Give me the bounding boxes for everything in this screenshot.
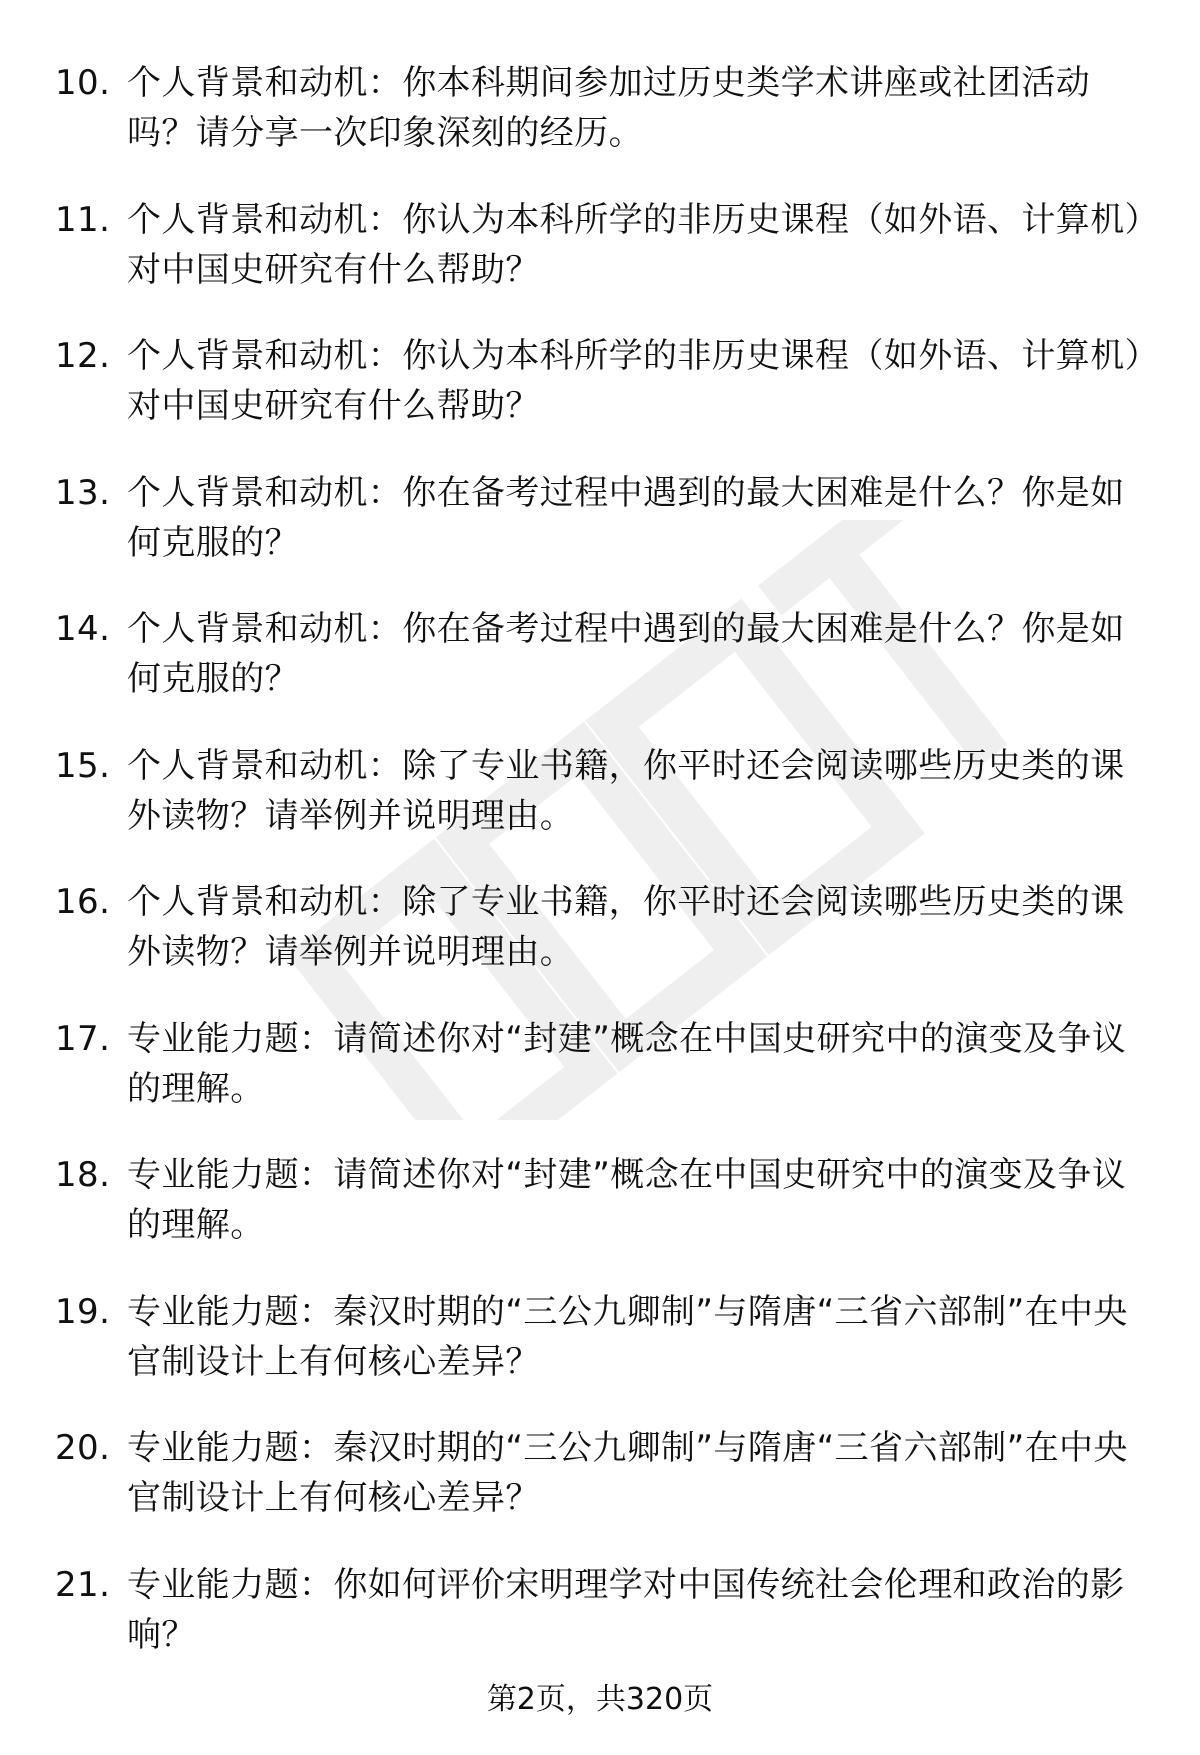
question-item — [55, 1014, 1145, 1114]
question-item — [55, 1560, 1145, 1660]
question-text: 个人背景和动机：你本科期间参加过历史类学术讲座或社团活动吗？请分享一次印象深刻的经历。 — [127, 63, 1091, 153]
question-number: 12. — [55, 336, 111, 376]
question-text: 个人背景和动机：你认为本科所学的非历史课程（如外语、计算机）对中国史研究有什么帮助？ — [127, 336, 1142, 426]
question-number: 17. — [55, 1018, 111, 1059]
question-number: 10. — [55, 63, 111, 103]
question-item — [55, 195, 1145, 295]
question-text: 专业能力题：你如何评价宋明理学对中国传统社会伦理和政治的影响？ — [127, 1564, 1125, 1655]
question-item — [55, 468, 1145, 568]
question-item — [55, 604, 1145, 704]
question-text: 专业能力题：请简述你对“封建”概念在中国史研究中的演变及争议的理解。 — [127, 1018, 1127, 1109]
question-item — [55, 331, 1145, 431]
question-text: 专业能力题：秦汉时期的“三公九卿制”与隋唐“三省六部制”在中央官制设计上有何核心差异？ — [127, 1291, 1128, 1382]
question-item — [55, 877, 1145, 977]
question-text: 专业能力题：秦汉时期的“三公九卿制”与隋唐“三省六部制”在中央官制设计上有何核心差异？ — [127, 1428, 1128, 1518]
question-number: 16. — [55, 882, 111, 922]
question-text: 个人背景和动机：你认为本科所学的非历史课程（如外语、计算机）对中国史研究有什么帮助？ — [127, 199, 1142, 290]
question-number: 11. — [55, 199, 111, 240]
question-number: 20. — [55, 1428, 111, 1468]
question-list — [55, 58, 1145, 1696]
question-text: 个人背景和动机：除了专业书籍，你平时还会阅读哪些历史类的课外读物？请举例并说明理由。 — [127, 882, 1125, 972]
question-text: 个人背景和动机：你在备考过程中遇到的最大困难是什么？你是如何克服的？ — [127, 609, 1125, 699]
question-number: 19. — [55, 1291, 111, 1332]
question-item — [55, 58, 1145, 158]
question-text: 专业能力题：请简述你对“封建”概念在中国史研究中的演变及争议的理解。 — [127, 1155, 1127, 1245]
question-number: 18. — [55, 1155, 111, 1195]
page-number-label: 第2页，共320页 — [486, 1682, 714, 1717]
page-footer — [0, 1680, 1200, 1720]
question-number: 15. — [55, 745, 111, 786]
question-number: 21. — [55, 1564, 111, 1605]
question-item — [55, 1423, 1145, 1523]
question-item — [55, 1150, 1145, 1250]
question-item — [55, 1287, 1145, 1387]
question-item — [55, 741, 1145, 841]
question-text: 个人背景和动机：除了专业书籍，你平时还会阅读哪些历史类的课外读物？请举例并说明理由。 — [127, 745, 1125, 836]
question-number: 14. — [55, 609, 111, 649]
question-number: 13. — [55, 472, 111, 513]
question-text: 个人背景和动机：你在备考过程中遇到的最大困难是什么？你是如何克服的？ — [127, 472, 1125, 563]
